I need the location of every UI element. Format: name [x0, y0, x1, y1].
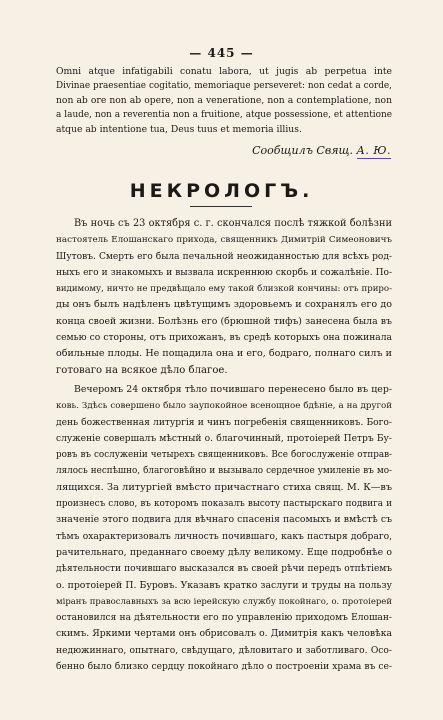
text-line: настоятель Елошанскаго прихода, священникъ Димитрій Симеоновичъ — [56, 235, 392, 246]
latin-line: non ab ore non ab opere, non a veneratione, non a contemplatione, non — [56, 94, 392, 106]
text-line: значеніе этого подвига для вѣчнаго спасенія пасомыхъ и вмѣстѣ съ — [56, 514, 392, 526]
obituary-body — [56, 216, 392, 675]
latin-line: a laude, non a reverentia non a fruitione, atque possessione, et attentione — [56, 110, 392, 121]
heading-underline — [190, 206, 252, 207]
text-line: лялось неспѣшно, благоговѣйно и вызывало сердечное умиленіе въ мо- — [56, 466, 392, 477]
text-line: Шутовъ. Смерть его была печальной неожиданностью для всѣхъ род- — [56, 251, 392, 262]
text-line: недюжиннаго, опытнаго, свѣдущаго, дѣловитаго и заботливаго. Осо- — [56, 645, 392, 656]
text-line: скимъ. Яркими чертами онъ обрисовалъ о. Димитрія какъ человѣка — [56, 628, 392, 640]
text-line: лящихся. За литургіей вмѣсто причастнаго стиха свящ. М. К—въ — [56, 481, 392, 493]
latin-quotation — [56, 65, 392, 137]
text-line: міранъ православныхъ за всю іерейскую службу покойнаго, о. протоіерей — [56, 596, 392, 607]
paragraph — [56, 216, 392, 379]
text-line: ды онъ былъ надѣленъ цвѣтущимъ здоровьемъ и сохранялъ его до — [56, 299, 392, 311]
text-line: дѣятельности почившаго высказался въ своей рѣчи передъ отпѣтіемъ — [56, 564, 392, 575]
signature-prefix: Сообщилъ Свящ. — [252, 144, 354, 157]
text-line: бенно было близко сердцу покойнаго дѣло о построеніи храма въ се- — [56, 662, 392, 673]
paragraph — [56, 382, 392, 675]
text-line: обильные плоды. Не пощадила она и его, бодраго, полнаго силъ и — [56, 348, 392, 360]
text-line: ровъ въ сослуженіи четырехъ священниковъ. Все богослуженіе отправ- — [56, 450, 392, 461]
signature — [252, 144, 391, 157]
page-number: — 445 — — [189, 46, 254, 60]
text-line: готоваго на всякое дѣло благое. — [56, 364, 228, 376]
text-line: рачительнаго, преданнаго своему дѣлу великому. Еще подробнѣе о — [56, 546, 392, 558]
latin-line: Divinae praesentiae cogitatio, memoriaque perseveret: non cedat a corde, — [56, 81, 392, 92]
text-line: конца своей жизни. Болѣзнь его (брюшной тифъ) занесена была въ — [56, 315, 392, 327]
latin-line: Omni atque infatigabili conatu labora, ut jugis ab perpetua inte — [56, 66, 392, 77]
text-line: семью со стороны, отъ прихожанъ, въ средѣ которыхъ она пожинала — [56, 333, 392, 344]
section-heading: НЕКРОЛОГЪ. — [129, 180, 314, 202]
text-line: ковь. Здѣсь совершено было заупокойное всенощное бдѣніе, а на другой — [56, 401, 392, 412]
text-line: ныхъ его и знакомыхъ и вызвала искреннюю скорбь и сожалѣніе. По- — [56, 267, 392, 278]
text-line: Вечеромъ 24 октября тѣло почившаго перенесено было въ цер- — [74, 383, 392, 395]
text-line: Въ ночь съ 23 октября с. г. скончался послѣ тяжкой болѣзни — [74, 218, 392, 229]
text-line: день божественная литургія и чинъ погребенія священниковъ. Бого- — [56, 417, 392, 428]
text-line: служеніе совершалъ мѣстный о. благочинный, протоіерей Петръ Бу- — [56, 433, 392, 444]
signature-name: А. Ю. — [356, 144, 391, 157]
text-line: о. протоіерей П. Буровъ. Указавъ кратко заслуги и труды на пользу — [56, 579, 392, 591]
latin-line: atque ab intentione tua, Deus tuus et memoria illius. — [56, 123, 302, 135]
text-line: тѣмъ охарактеризовалъ личность почившаго, какъ пастыря добраго, — [56, 531, 392, 542]
text-line: произнесъ слово, въ которомъ показалъ высоту пастырскаго подвига и — [56, 499, 392, 510]
text-line: остановился на дѣятельности его по управленію приходомъ Елошан- — [56, 613, 392, 624]
text-line: видимому, ничто не предвѣщало ему такой близкой кончины: отъ приро- — [56, 284, 392, 295]
